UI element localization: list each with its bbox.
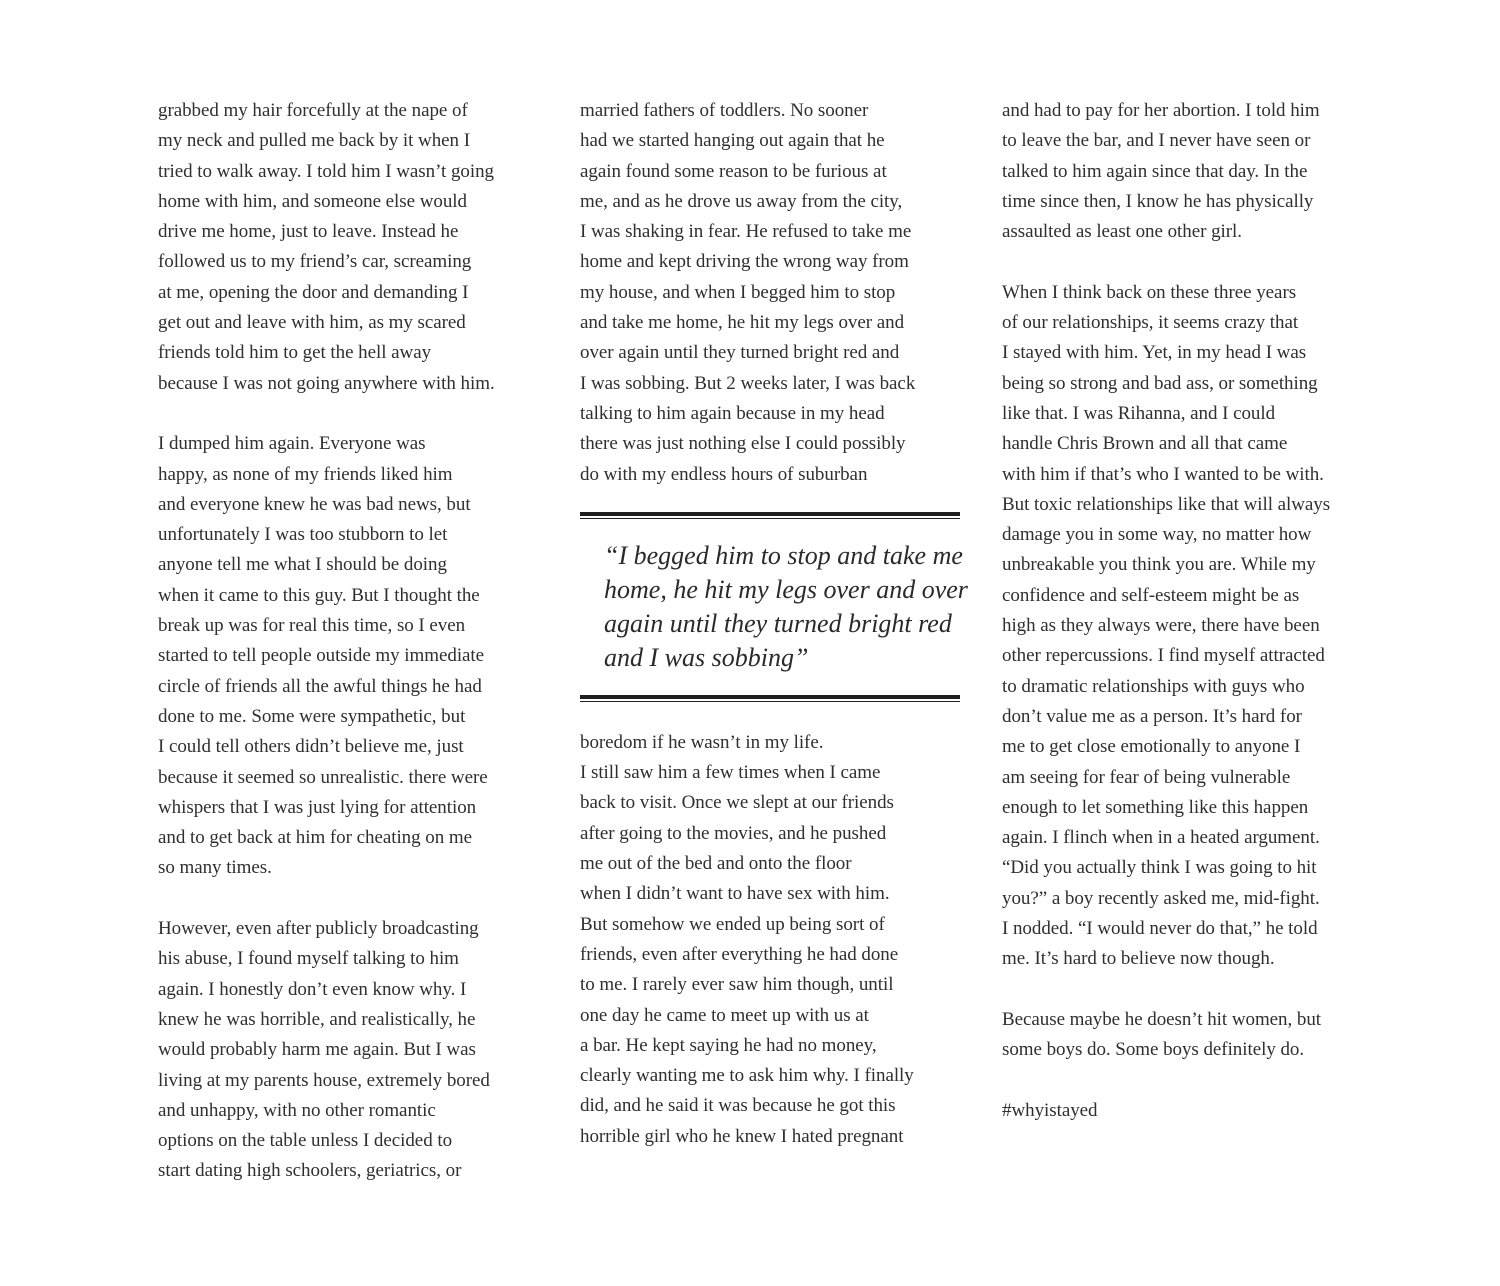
text-line: my house, and when I begged him to stop [580,281,896,303]
paragraph-gap [1002,1066,1392,1096]
pull-quote-text [580,519,968,695]
column-2-top-text [580,96,972,490]
paragraph-gap [158,399,550,429]
text-line: when it came to this guy. But I thought the [158,584,480,606]
column-2-bottom-text [580,728,972,1152]
text-line: home with him, and someone else would [158,190,467,212]
text-line: friends told him to get the hell away [158,342,432,364]
paragraph-gap [1002,975,1392,1005]
text-column-3 [1002,96,1392,1126]
text-line: knew he was horrible, and realistically, he [158,1008,476,1030]
text-line: I dumped him again. Everyone was [158,433,426,455]
text-line: back to visit. Once we slept at our friends [580,792,894,814]
text-line: again found some reason to be furious at [580,160,887,182]
text-line: and unhappy, with no other romantic [158,1099,436,1121]
text-line: me. It’s hard to believe now though. [1002,948,1275,970]
text-line: over again until they turned bright red and [580,342,900,364]
text-line: like that. I was Rihanna, and I could [1002,402,1276,424]
text-line: However, even after publicly broadcasting [158,918,479,940]
text-line: damage you in some way, no matter how [1002,524,1312,546]
text-line: enough to let something like this happen [1002,796,1309,818]
text-line: I was sobbing. But 2 weeks later, I was back [580,372,916,394]
text-line: options on the table unless I decided to [158,1130,453,1152]
text-line: you?” a boy recently asked me, mid-fight. [1002,887,1320,909]
text-line: clearly wanting me to ask him why. I finally [580,1065,914,1087]
text-line: at me, opening the door and demanding I [158,281,469,303]
text-line: and had to pay for her abortion. I told him [1002,100,1320,121]
text-line: again. I honestly don’t even know why. I [158,978,467,1000]
text-line: don’t value me as a person. It’s hard for [1002,705,1302,727]
pull-quote-line: and I was sobbing” [604,642,809,672]
text-line: some boys do. Some boys definitely do. [1002,1039,1305,1061]
text-line: high as they always were, there have been [1002,615,1320,637]
text-line: home and kept driving the wrong way from [580,251,909,273]
text-line: confidence and self-esteem might be as [1002,584,1300,606]
text-line: anyone tell me what I should be doing [158,554,447,576]
text-line: would probably harm me again. But I was [158,1039,476,1061]
pull-quote [580,512,968,702]
paragraph-gap [1002,247,1392,277]
text-line: I stayed with him. Yet, in my head I was [1002,342,1307,364]
text-line: and everyone knew he was bad news, but [158,493,471,515]
text-line: married fathers of toddlers. No sooner [580,100,869,121]
text-line: assaulted as least one other girl. [1002,221,1242,243]
pull-quote-line: “I begged him to stop and take me [604,540,963,570]
text-line: when I didn’t want to have sex with him. [580,883,890,905]
text-line: grabbed my hair forcefully at the nape of [158,100,468,121]
text-line: and take me home, he hit my legs over and [580,312,905,334]
text-line: get out and leave with him, as my scared [158,312,466,334]
text-line: I could tell others didn’t believe me, just [158,736,464,758]
pull-quote-line: home, he hit my legs over and over [604,574,968,604]
text-line: done to me. Some were sympathetic, but [158,705,466,727]
text-line: with him if that’s who I wanted to be with. [1002,463,1324,485]
text-line: I still saw him a few times when I came [580,762,881,784]
text-line: a bar. He kept saying he had no money, [580,1034,877,1056]
text-line: When I think back on these three years [1002,281,1297,303]
text-line: other repercussions. I find myself attracted [1002,645,1325,667]
text-line: me to get close emotionally to anyone I [1002,736,1301,758]
text-line: because I was not going anywhere with him. [158,372,495,394]
pull-quote-line: again until they turned bright red [604,608,952,638]
text-line: of our relationships, it seems crazy that [1002,312,1299,334]
text-line: and to get back at him for cheating on me [158,827,472,849]
text-line: break up was for real this time, so I even [158,615,466,637]
text-line: friends, even after everything he had done [580,943,899,965]
text-line: horrible girl who he knew I hated pregnant [580,1125,904,1147]
text-line: had we started hanging out again that he [580,130,885,152]
text-line: “Did you actually think I was going to hit [1002,857,1317,879]
text-line: my neck and pulled me back by it when I [158,130,470,152]
text-line: happy, as none of my friends liked him [158,463,453,485]
text-line: followed us to my friend’s car, screaming [158,251,472,273]
text-line: me out of the bed and onto the floor [580,853,852,875]
text-line: handle Chris Brown and all that came [1002,433,1288,455]
text-line: unfortunately I was too stubborn to let [158,524,448,546]
text-line: to me. I rarely ever saw him though, until [580,974,894,996]
text-line: did, and he said it was because he got this [580,1095,896,1117]
text-line: so many times. [158,857,272,879]
text-line: talking to him again because in my head [580,402,885,424]
text-line: after going to the movies, and he pushed [580,822,887,844]
text-line: one day he came to meet up with us at [580,1004,869,1026]
text-line: again. I flinch when in a heated argument. [1002,827,1320,849]
text-line: me, and as he drove us away from the city, [580,190,903,212]
text-line: to dramatic relationships with guys who [1002,675,1305,697]
pull-quote-top-rule [580,512,960,519]
text-line: his abuse, I found myself talking to him [158,948,459,970]
text-line: I was shaking in fear. He refused to take me [580,221,912,243]
text-line: drive me home, just to leave. Instead he [158,221,459,243]
text-column-1 [158,96,550,1187]
pull-quote-bottom-rule [580,695,960,702]
paragraph-gap [158,884,550,914]
text-line: time since then, I know he has physically [1002,190,1314,212]
text-line: But somehow we ended up being sort of [580,913,885,935]
text-line: circle of friends all the awful things he had [158,675,482,697]
text-line: there was just nothing else I could possibly [580,433,906,455]
text-line: talked to him again since that day. In the [1002,160,1308,182]
text-line: whispers that I was just lying for attention [158,796,477,818]
text-line: #whyistayed [1002,1099,1098,1121]
text-line: boredom if he wasn’t in my life. [580,731,824,753]
text-line: am seeing for fear of being vulnerable [1002,766,1291,788]
text-line: started to tell people outside my immediate [158,645,485,667]
text-line: But toxic relationships like that will always [1002,493,1331,515]
text-line: living at my parents house, extremely bored [158,1069,490,1091]
text-line: Because maybe he doesn’t hit women, but [1002,1008,1322,1030]
text-line: unbreakable you think you are. While my [1002,554,1316,576]
text-line: start dating high schoolers, geriatrics, or [158,1160,462,1182]
text-line: because it seemed so unrealistic. there were [158,766,488,788]
text-column-2 [580,96,972,1152]
text-line: tried to walk away. I told him I wasn’t going [158,160,494,182]
text-line: do with my endless hours of suburban [580,463,868,485]
text-line: to leave the bar, and I never have seen or [1002,130,1311,152]
text-line: I nodded. “I would never do that,” he told [1002,918,1318,940]
text-line: being so strong and bad ass, or something [1002,372,1318,394]
